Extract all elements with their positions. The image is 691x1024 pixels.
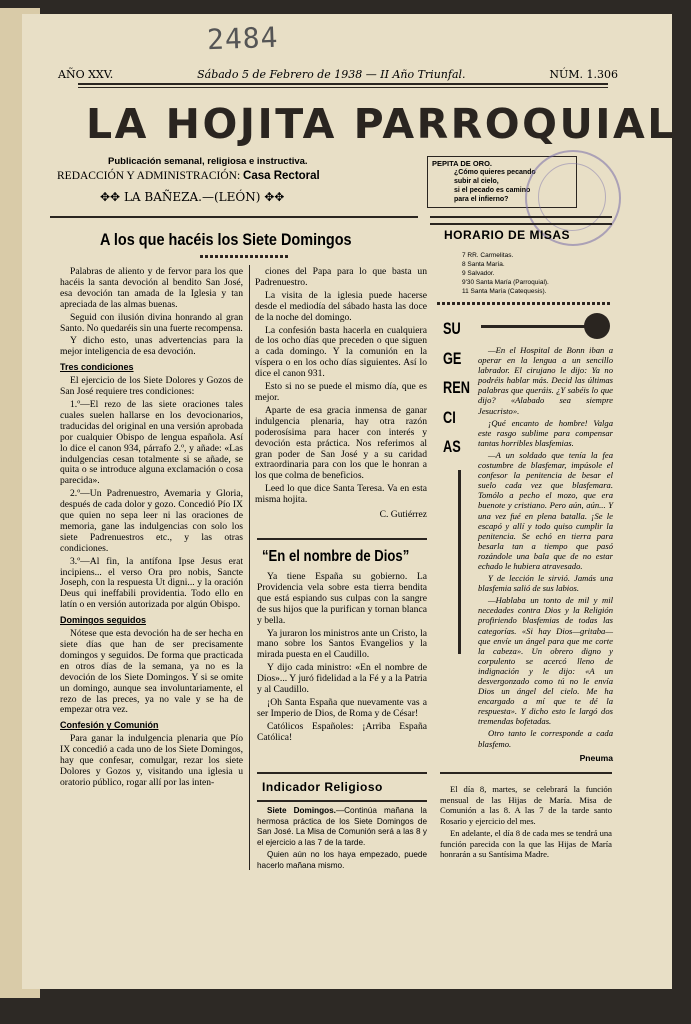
newspaper-title: LA HOJITA PARROQUIAL <box>86 100 676 148</box>
horario-title: HORARIO DE MISAS <box>444 228 571 242</box>
sugerencias-syllable: CI <box>443 407 456 427</box>
right-column-rule <box>440 772 612 774</box>
article1-column2 <box>255 267 427 523</box>
indicador-right-body <box>440 784 612 862</box>
masthead-rule <box>78 83 608 85</box>
paragraph: Aparte de esa gracia inmensa de ganar indulgencia plenaria, hay otra razón poderosísima para hacer con interés y devoción esta práctica. Nos referimos al gran poder de San José y a su caridad extraordinaria para con los que le honran a los que colma de beneficios. <box>255 404 427 482</box>
paragraph: Otro tanto le corresponde a cada blasfemo. <box>478 728 613 749</box>
section-heading: Tres condiciones <box>60 362 134 373</box>
indicador-body <box>257 806 427 874</box>
horario-item: 9'30 Santa María (Parroquial). <box>462 279 549 286</box>
signature: C. Gutiérrez <box>379 509 427 521</box>
decorative-vertical-bar <box>458 470 461 654</box>
library-stamp-inner-icon <box>538 163 606 231</box>
pepita-line: si el pecado es camino <box>454 187 531 194</box>
paragraph: ¡Qué encanto de hombre! Valga este rasgo sublime para compensar tantas horribles blasfemias. <box>478 417 613 448</box>
paragraph: ¡Oh Santa España que nuevamente vas a ser Imperio de Dios, de Roma y de César! <box>257 696 427 719</box>
pepita-line: subir al cielo, <box>454 178 499 185</box>
town-name: LA BAÑEZA.—(LEÓN) <box>123 190 261 204</box>
title-underline <box>200 255 290 258</box>
paragraph: Para ganar la indulgencia plenaria que Pío IX concedió a cada uno de los Siete Domingos, hay que confesar, comulgar, rezar los siete Dolores y Gozos y, visitando una iglesia u oratorio público, rogar allí por las inten- <box>60 733 243 788</box>
indicador-rule-bottom <box>257 800 427 802</box>
paragraph: ciones del Papa para lo que basta un Padrenuestro. <box>255 266 427 288</box>
article-divider <box>257 538 427 540</box>
decorative-horizontal-bar <box>481 325 585 328</box>
sugerencias-syllable: AS <box>443 437 461 456</box>
paragraph: Y de lección le sirvió. Jamás una blasfemia salió de sus labios. <box>478 573 613 594</box>
paragraph: Palabras de aliento y de fervor para los que hacéis la santa devoción al bendito San José, esa devoción tan amada de la Iglesia y tan apreciada de las almas buenas. <box>60 266 243 310</box>
horario-bottom-rule <box>437 302 611 305</box>
horario-rule <box>430 223 612 225</box>
paragraph: La visita de la iglesia puede hacerse desde el mediodía del sábado hasta las doce de la noche del domingo. <box>255 289 427 323</box>
indicador-title: Indicador Religioso <box>262 780 383 794</box>
paragraph: Y dicho esto, unas advertencias para la mejor inteligencia de esa devoción. <box>60 335 243 358</box>
article2-body <box>257 572 427 746</box>
town-line <box>100 190 284 204</box>
sugerencias-syllable: REN <box>443 378 470 397</box>
header-bottom-rule <box>50 216 418 218</box>
article1-title: A los que hacéis los Siete Domingos <box>100 230 352 249</box>
paragraph: —A un soldado que tenía la fea costumbre de blasfemar, impúsole el confesor la penitencia de besar el suelo cada vez que blasfemara. Tomólo a pecho el mozo, que era buenote y cristiano. Pero aún, aún... Y una vez fué en plena batalla. ¡Se le escapó y allí y todo quiso cumplir la penitencia. Se echó en tierra para besarla tan a tiempo que pasó rozándole una bala que de no estar echado le hubiera atravesado. <box>478 449 613 571</box>
paragraph: Leed lo que dice Santa Teresa. Va en esta misma hojita. <box>255 483 427 506</box>
redaccion-line <box>57 170 320 182</box>
sugerencias-syllable: GE <box>443 348 462 368</box>
sugerencias-syllable: SU <box>443 319 461 338</box>
column-divider <box>249 265 250 870</box>
paragraph: Quien aún no los haya empezado, puede hacerlo mañana mismo. <box>257 850 427 870</box>
pepita-title: PEPITA DE ORO. <box>432 159 493 168</box>
paragraph <box>257 806 427 848</box>
paragraph: Nótese que esta devoción ha de ser hecha en siete días que han de ser precisamente domingos y seguidos. De forma que practicada en otros días de la semana, ya no es la devoción de los Siete Domingos. Y si se omite un domingo, aunque sea involuntariamente, el rezo de las preces, ya no vale y se ha de empezar otra vez. <box>60 628 243 716</box>
paragraph: 2.º—Un Padrenuestro, Avemaria y Gloria, después de cada dolor y gozo. Concedió Pío IX que quien no sepa leer ni las oraciones de memoria, gane las indulgencias con solo los siete Padrenuestros etc., y las otras condiciones. <box>60 488 243 554</box>
paragraph: Ya juraron los ministros ante un Cristo, la mano sobre los Santos Evangelios y la mirada puesta en el Caudillo. <box>257 627 427 661</box>
paragraph: —Hablaba un tonto de mil y mil necedades contra Dios y la Religión profiriendo blasfemias de todas las categorías. «Si hay Dios—gritaba—que envíe un ángel para que me corte la cabeza». Un obrero digno y corpulento se acercó lleno de indignación y le dijo: «A un desvergonzado como tú no le envía Dios un ángel del cielo. Me ha encargado a mí que te dé la respuesta». Y dicho esto le largó dos tremendas bofetadas. <box>478 595 613 727</box>
sugerencias-vertical-title <box>443 314 470 462</box>
pepita-line: ¿Cómo quieres pecando <box>454 169 536 176</box>
paragraph: El día 8, martes, se celebrará la función mensual de las Hijas de María. Misa de Comunión a las 8. A las 7 de la tarde santo Rosario y ejercicio del mes. <box>440 784 612 826</box>
indicador-text: —Continúa mañana la hermosa práctica de los Siete Domingos de San José. La Misa de Comunión será a las 8 y el ejercicio a las 7 de la tarde. <box>257 806 427 847</box>
sugerencias-body <box>478 345 613 765</box>
article2-title: “En el nombre de Dios” <box>262 548 410 565</box>
paragraph: Ya tiene España su gobierno. La Providencia vela sobre esta tierra bendita que está espiando sus culpas con la sangre de sus hijos que la purifican y tornan blanca y bella. <box>257 571 427 626</box>
ornament-icon: ✥✥ <box>100 190 124 204</box>
newspaper-subtitle: Publicación semanal, religiosa e instructiva. <box>108 156 308 167</box>
horario-item: 7 RR. Carmelitas. <box>462 252 514 259</box>
horario-item: 9 Salvador. <box>462 270 495 277</box>
redaccion-label: REDACCIÓN Y ADMINISTRACIÓN: <box>57 170 241 182</box>
decorative-dot-icon <box>584 313 610 339</box>
paragraph: 3.º—Al fin, la antífona Ipse Jesus erat incipiens... el verso Ora pro nobis, Sancte Joseph, con la respuesta Ut digni... y la oración Deus qui ineffabili providentia. Todo ello en latín o en versión autorizada por algún Obispo. <box>60 555 243 611</box>
paragraph: Y dijo cada ministro: «En el nombre de Dios»... Y juró fidelidad a la Fé y a la Patria y al Caudillo. <box>257 662 427 696</box>
article1-column1 <box>60 267 243 791</box>
paragraph: El ejercicio de los Siete Dolores y Gozos de San José requiere tres condiciones: <box>60 375 243 398</box>
issue-number: NÚM. 1.306 <box>549 68 618 81</box>
paragraph: 1.º—El rezo de las siete oraciones tales cuales suelen hallarse en los devocionarios, traducidas del original en una versión aprobada por cualquier Obispo de lengua española. Así lo dice el canon 934, párrafo 2.º, y añade: «Las indulgencias cesan totalmente si se añade, se quita o se introduce alguna exclamación o cosa parecida». <box>60 398 243 487</box>
paragraph: En adelante, el día 8 de cada mes se tendrá una función parecida con la que las Hijas de María honrarán a su Santísima Madre. <box>440 828 612 859</box>
masthead-rule-thin <box>78 87 608 88</box>
redaccion-place: Casa Rectoral <box>243 170 320 182</box>
paragraph: —En el Hospital de Bonn iban a operar en la lengua a un sencillo labrador. El cirujano le dijo: Ya no podréis hablar más. Decid las últimas palabras que queráis. ¿Y sabéis lo que dijo? «Alabado sea siempre Jesucristo». <box>478 345 613 416</box>
paragraph: Seguid con ilusión divina honrando al gran Santo. No quedaréis sin una fuerte recompensa. <box>60 311 243 334</box>
indicador-rule-top <box>257 772 427 774</box>
signature: Pneuma <box>579 752 613 763</box>
issue-year: AÑO XXV. <box>58 68 114 81</box>
ornament-icon: ✥✥ <box>264 190 285 204</box>
header-bottom-rule-right <box>430 216 612 218</box>
section-heading: Confesión y Comunión <box>60 720 159 731</box>
horario-list <box>462 251 549 296</box>
indicador-lead: Siete Domingos. <box>267 806 336 815</box>
issue-date: Sábado 5 de Febrero de 1938 — II Año Triunfal. <box>197 68 466 81</box>
paragraph: Católicos Españoles: ¡Arriba España Católica! <box>257 720 427 743</box>
pepita-line: para el infierno? <box>454 196 509 203</box>
horario-item: 11 Santa María (Catequesis). <box>462 288 547 295</box>
handwritten-number: 2484 <box>206 20 279 57</box>
section-heading: Domingos seguidos <box>60 615 147 626</box>
masthead-topline <box>58 68 618 81</box>
paragraph: Esto si no se puede el mismo día, que es mejor. <box>255 381 427 403</box>
paragraph: La confesión basta hacerla en cualquiera de los ocho días que preceden o que siguen a cada domingo. Y la comunión en la víspera o en los ocho días siguientes. Así lo dice el canon 931. <box>255 324 427 380</box>
horario-item: 8 Santa María. <box>462 261 505 268</box>
